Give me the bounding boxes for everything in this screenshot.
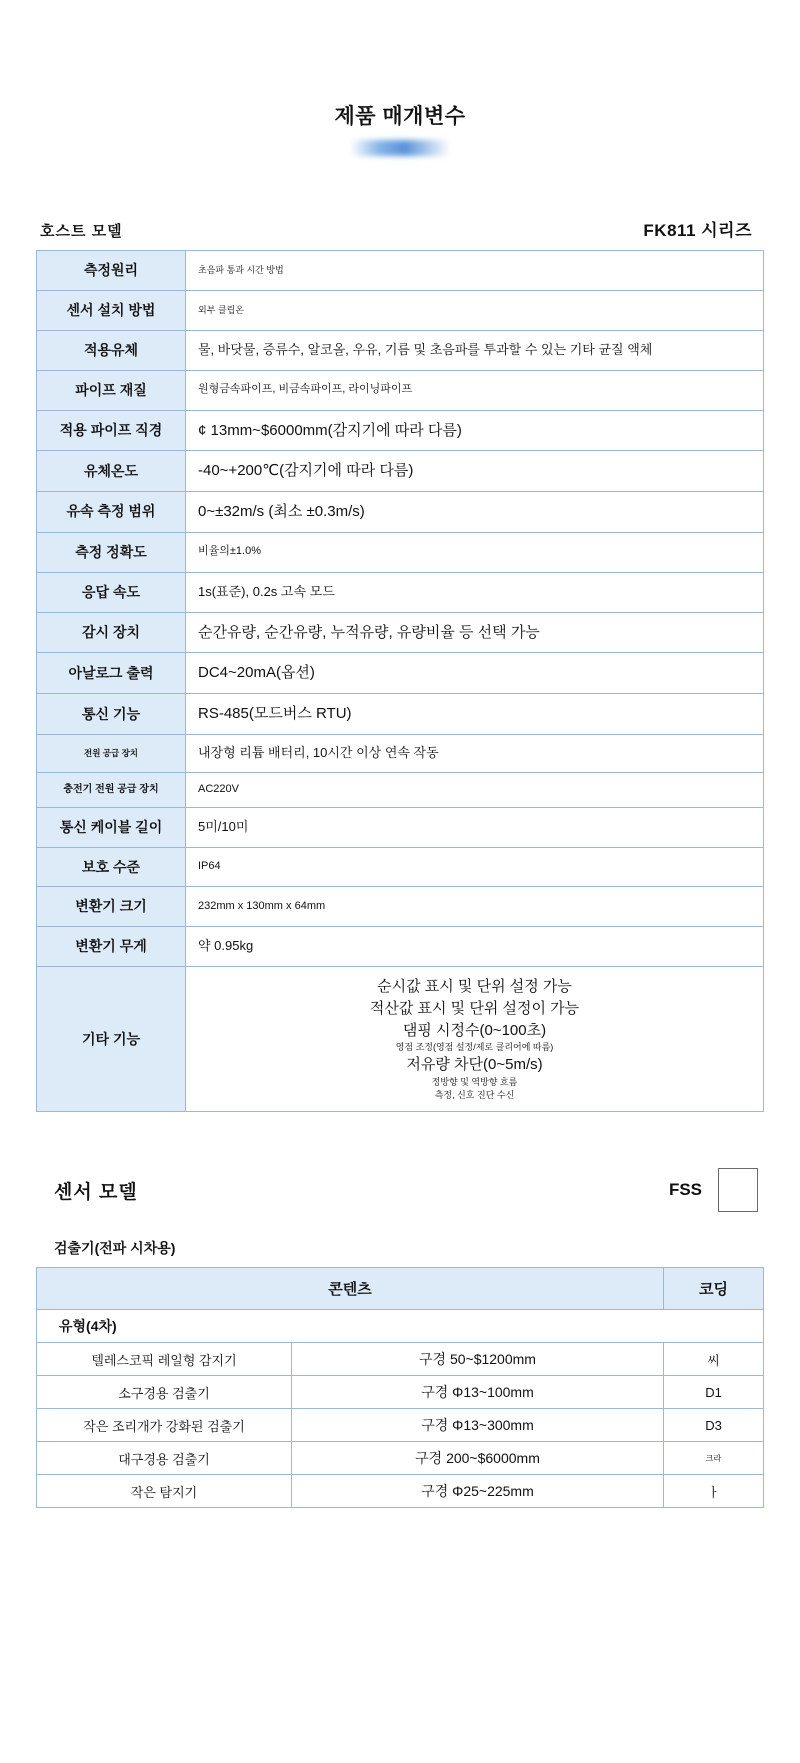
spec-key: 통신 케이블 길이 — [37, 807, 186, 847]
table-row — [37, 290, 764, 330]
table-row — [37, 251, 764, 291]
table-row — [37, 927, 764, 967]
spec-value: 1s(표준), 0.2s 고속 모드 — [186, 572, 764, 612]
detector-code: D3 — [664, 1409, 764, 1442]
misc-line: 영점 조정(영점 설정/제로 클리어에 따름) — [395, 1042, 554, 1053]
table-row — [37, 612, 764, 653]
table-row — [37, 410, 764, 451]
detector-code: ㅏ — [664, 1475, 764, 1508]
host-model-value: FK811 시리즈 — [643, 221, 752, 240]
detector-code: 크라 — [664, 1442, 764, 1475]
misc-line: 정방향 및 역방향 흐름 — [431, 1077, 518, 1088]
table-row — [37, 807, 764, 847]
detector-name: 소구경용 검출기 — [37, 1376, 292, 1409]
table-row — [37, 694, 764, 735]
detector-name: 텔레스코픽 레일형 감지기 — [37, 1343, 292, 1376]
sensor-model-header — [36, 1168, 764, 1212]
detector-header-coding: 코딩 — [664, 1268, 764, 1310]
page-title: 제품 매개변수 — [334, 105, 466, 128]
detector-type-label: 유형(4차) — [37, 1310, 764, 1343]
spec-value: 물, 바닷물, 증류수, 알코올, 우유, 기름 및 초음파를 투과할 수 있는 기타 균질 액체 — [186, 330, 764, 370]
host-model-label: 호스트 모델 — [40, 223, 123, 240]
table-row — [37, 492, 764, 533]
table-row — [37, 847, 764, 887]
detector-name: 대구경용 검출기 — [37, 1442, 292, 1475]
detector-table-caption: 검출기(전파 시차용) — [54, 1240, 176, 1257]
table-row — [37, 1409, 764, 1442]
spec-key: 유속 측정 범위 — [37, 492, 186, 533]
table-row-misc-functions — [37, 967, 764, 1112]
spec-value: -40~+200℃(감지기에 따라 다름) — [186, 451, 764, 492]
table-row — [37, 532, 764, 572]
spec-key: 감시 장치 — [37, 612, 186, 653]
spec-value: IP64 — [186, 847, 764, 887]
misc-line: 저유량 차단(0~5m/s) — [406, 1056, 543, 1074]
spec-key: 응답 속도 — [37, 572, 186, 612]
spec-key: 적용유체 — [37, 330, 186, 370]
host-model-header — [36, 216, 764, 241]
detector-spec: 구경 50~$1200mm — [292, 1343, 664, 1376]
spec-key: 통신 기능 — [37, 694, 186, 735]
spec-value: ¢ 13mm~$6000mm(감지기에 따라 다름) — [186, 410, 764, 451]
sensor-code-input-box[interactable] — [718, 1168, 758, 1212]
table-row — [37, 451, 764, 492]
misc-line: 순시값 표시 및 단위 설정 가능 — [377, 978, 572, 996]
sensor-model-code: FSS — [668, 1180, 702, 1200]
table-row — [37, 572, 764, 612]
spec-value: 순간유량, 순간유량, 누적유량, 유량비율 등 선택 가능 — [186, 612, 764, 653]
spec-value: 원형금속파이프, 비금속파이프, 라이닝파이프 — [186, 370, 764, 410]
table-row — [37, 1343, 764, 1376]
spec-key: 파이프 재질 — [37, 370, 186, 410]
specification-table-body — [37, 251, 764, 1112]
spec-value: 비율의±1.0% — [186, 532, 764, 572]
spec-value: 외부 클립온 — [186, 290, 764, 330]
sensor-model-label: 센서 모델 — [54, 1181, 138, 1203]
detector-name: 작은 탐지기 — [37, 1475, 292, 1508]
sensor-model-right — [669, 1168, 758, 1212]
spec-key: 아날로그 출력 — [37, 653, 186, 694]
spec-value: AC220V — [186, 772, 764, 807]
detector-code: 씨 — [664, 1343, 764, 1376]
detector-spec: 구경 Φ13~300mm — [292, 1409, 664, 1442]
spec-key: 변환기 크기 — [37, 887, 186, 927]
spec-key: 측정 정확도 — [37, 532, 186, 572]
spec-value: 0~±32m/s (최소 ±0.3m/s) — [186, 492, 764, 533]
table-row — [37, 887, 764, 927]
detector-header-contents: 콘텐츠 — [37, 1268, 664, 1310]
table-row — [37, 330, 764, 370]
table-row — [37, 653, 764, 694]
table-row — [37, 1475, 764, 1508]
spec-value: 초음파 통과 시간 방법 — [186, 251, 764, 291]
table-row — [37, 1442, 764, 1475]
spec-value: 약 0.95kg — [186, 927, 764, 967]
spec-key: 전원 공급 장치 — [37, 734, 186, 772]
detector-table — [36, 1267, 764, 1508]
spec-key: 센서 설치 방법 — [37, 290, 186, 330]
detector-spec: 구경 200~$6000mm — [292, 1442, 664, 1475]
detector-code: D1 — [664, 1376, 764, 1409]
spec-value: RS-485(모드버스 RTU) — [186, 694, 764, 735]
table-header-row — [37, 1268, 764, 1310]
table-row-type — [37, 1310, 764, 1343]
table-row — [37, 370, 764, 410]
spec-key: 기타 기능 — [37, 967, 186, 1112]
spec-key: 충전기 전원 공급 장치 — [37, 772, 186, 807]
detector-name: 작은 조리개가 강화된 검출기 — [37, 1409, 292, 1442]
spec-key: 변환기 무게 — [37, 927, 186, 967]
misc-line: 댐핑 시정수(0~100초) — [402, 1021, 547, 1039]
table-row — [37, 1376, 764, 1409]
detector-spec: 구경 Φ13~100mm — [292, 1376, 664, 1409]
title-highlight — [350, 140, 450, 156]
misc-line: 적산값 표시 및 단위 설정이 가능 — [369, 999, 580, 1017]
specification-table — [36, 250, 764, 1112]
spec-value: DC4~20mA(옵션) — [186, 653, 764, 694]
misc-line: 측정, 신호 진단 수신 — [434, 1090, 515, 1101]
spec-value: 5미/10미 — [186, 807, 764, 847]
detector-spec: 구경 Φ25~225mm — [292, 1475, 664, 1508]
spec-value-misc — [186, 967, 764, 1112]
detector-table-body — [37, 1310, 764, 1508]
spec-key: 보호 수준 — [37, 847, 186, 887]
spec-value: 내장형 리튬 배터리, 10시간 이상 연속 작동 — [186, 734, 764, 772]
spec-key: 유체온도 — [37, 451, 186, 492]
spec-key: 측정원리 — [37, 251, 186, 291]
spec-value: 232mm x 130mm x 64mm — [186, 887, 764, 927]
table-row — [37, 772, 764, 807]
table-row — [37, 734, 764, 772]
spec-key: 적용 파이프 직경 — [37, 410, 186, 451]
detector-table-head — [37, 1268, 764, 1310]
